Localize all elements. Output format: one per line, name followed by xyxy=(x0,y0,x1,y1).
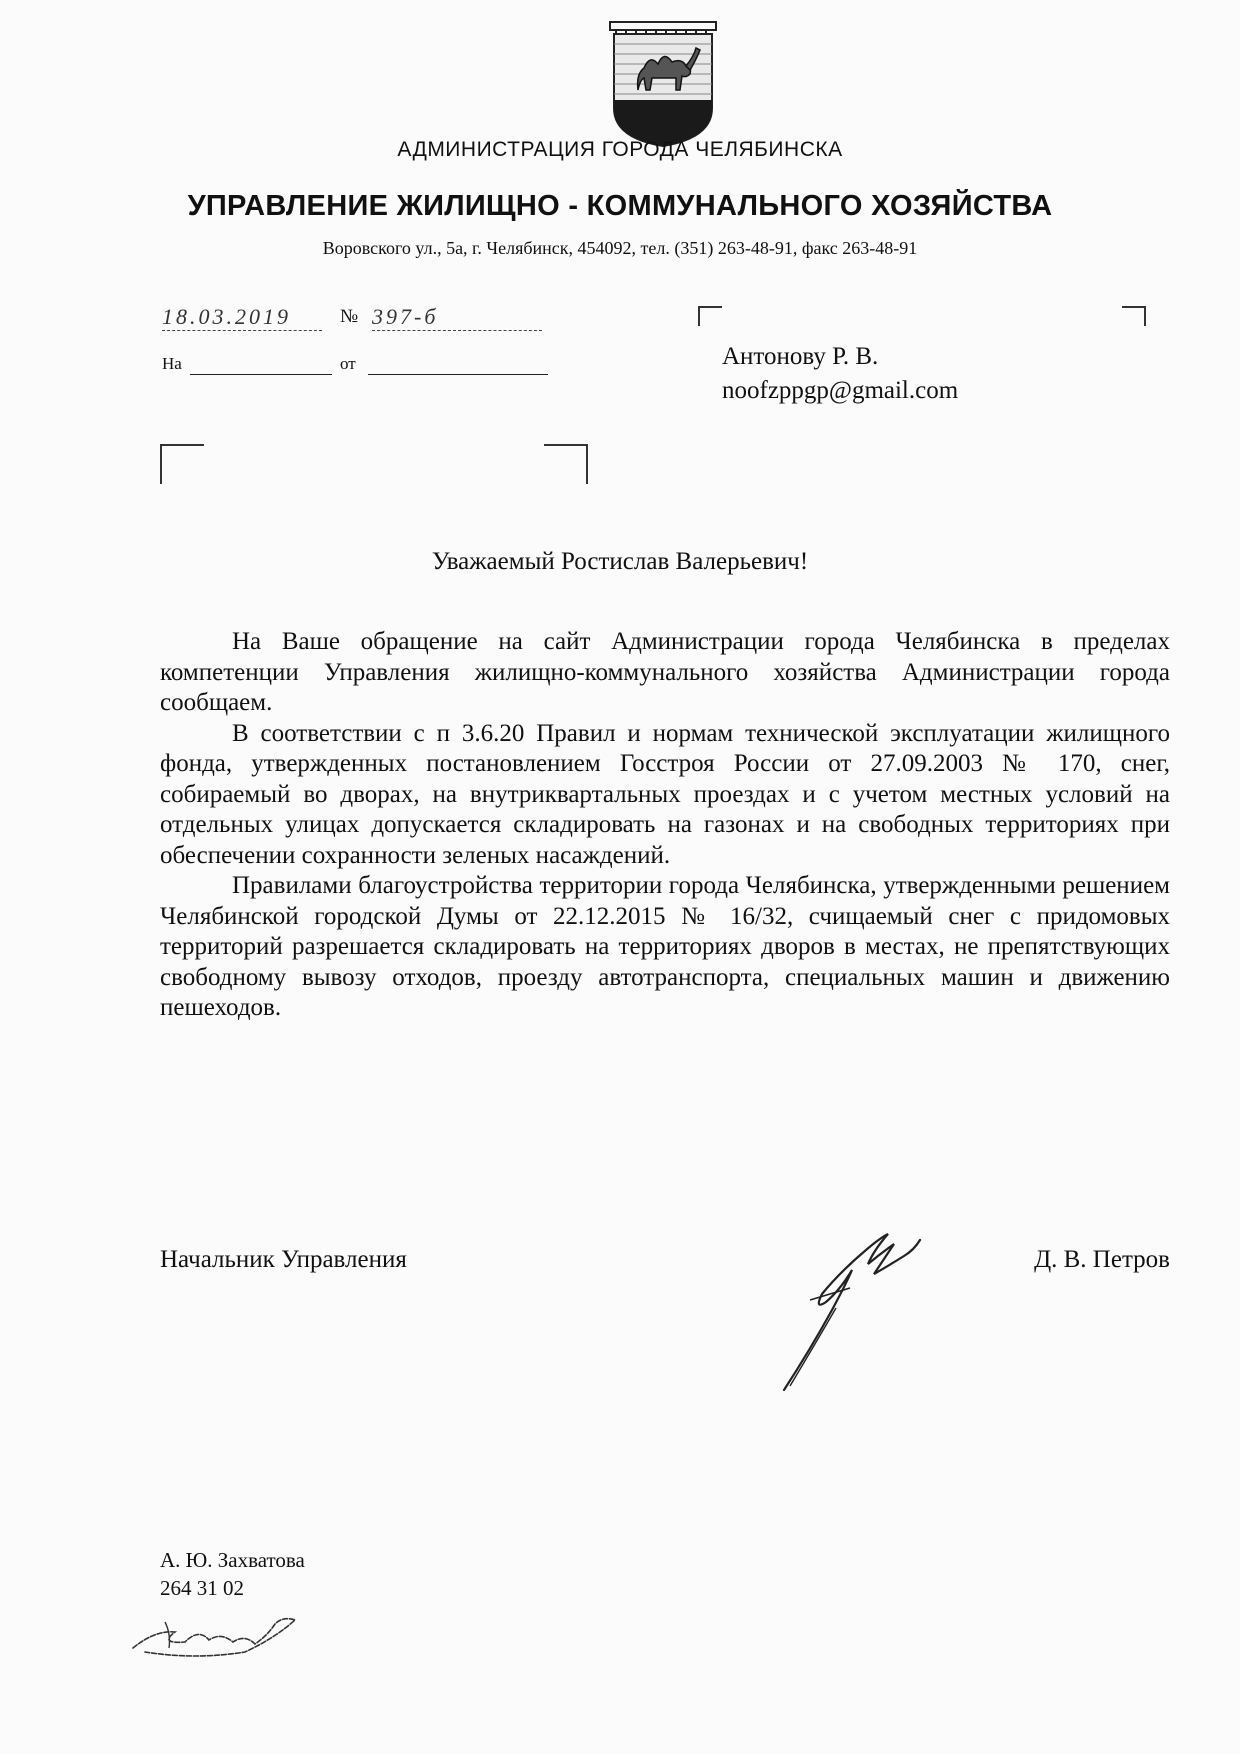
administration-name: АДМИНИСТРАЦИЯ ГОРОДА ЧЕЛЯБИНСКА xyxy=(397,138,843,161)
reference-label: На xyxy=(162,354,182,373)
recipient-email: noofzppgp@gmail.com xyxy=(722,377,959,404)
reference-row xyxy=(162,354,552,384)
recipient-corner-right xyxy=(1122,306,1146,326)
registration-date: 18.03.2019 xyxy=(162,304,322,331)
signatory-position: Начальник Управления xyxy=(160,1246,407,1273)
department-address: Воровского ул., 5а, г. Челябинск, 454092, тел. (351) 263-48-91, факс 263-48-91 xyxy=(322,238,918,258)
subject-corner-left xyxy=(160,444,204,484)
handwritten-signature xyxy=(770,1210,940,1400)
body-paragraph: На Ваше обращение на сайт Администрации города Челябинска в пределах компетенции Управления жилищно-коммунального хозяйства Администрации города сообщаем. xyxy=(160,628,1170,716)
department-name: УПРАВЛЕНИЕ ЖИЛИЩНО - КОММУНАЛЬНОГО ХОЗЯЙСТВА xyxy=(187,190,1053,222)
registration-row xyxy=(162,300,542,336)
reference-from-label: от xyxy=(340,354,356,373)
body-paragraph: В соответствии с п 3.6.20 Правил и нормам технической эксплуатации жилищного фонда, утвержденных постановлением Госстроя России от 27.09.2003 № 170, снег, собираемый во дворах, на внутриквартальных проездах и с учетом местных условий на отдельных улицах допускается складировать на газонах и на свободных территориях при обеспечении сохранности зеленых насаждений. xyxy=(160,719,1170,869)
recipient-corner-left xyxy=(698,306,722,326)
recipient-name: Антонову Р. В. xyxy=(722,343,879,370)
subject-corner-right xyxy=(544,444,588,484)
signatory-name: Д. В. Петров xyxy=(1034,1246,1170,1273)
reference-number-line xyxy=(190,374,332,375)
reference-date-line xyxy=(368,374,548,375)
recipient-block xyxy=(722,340,958,408)
salutation: Уважаемый Ростислав Валерьевич! xyxy=(431,548,809,575)
body-paragraph: Правилами благоустройства территории города Челябинска, утвержденными решением Челябинской городской Думы от 22.12.2015 № 16/32, счищаемый снег с придомовых территорий разрешается складировать на территориях дворов в местах, не препятствующих свободному вывозу отходов, проезду автотранспорта, специальных машин и движению пешеходов. xyxy=(160,872,1170,1021)
executor-phone: 264 31 02 xyxy=(160,1576,244,1600)
registration-number: 397-б xyxy=(372,304,542,331)
chelyabinsk-coat-of-arms-icon xyxy=(608,20,718,148)
executor-name: А. Ю. Захватова xyxy=(160,1548,305,1572)
letter-body xyxy=(160,627,1170,1024)
executor-initials-signature xyxy=(125,1608,305,1660)
executor-block xyxy=(160,1546,305,1602)
registration-number-label: № xyxy=(340,306,359,327)
